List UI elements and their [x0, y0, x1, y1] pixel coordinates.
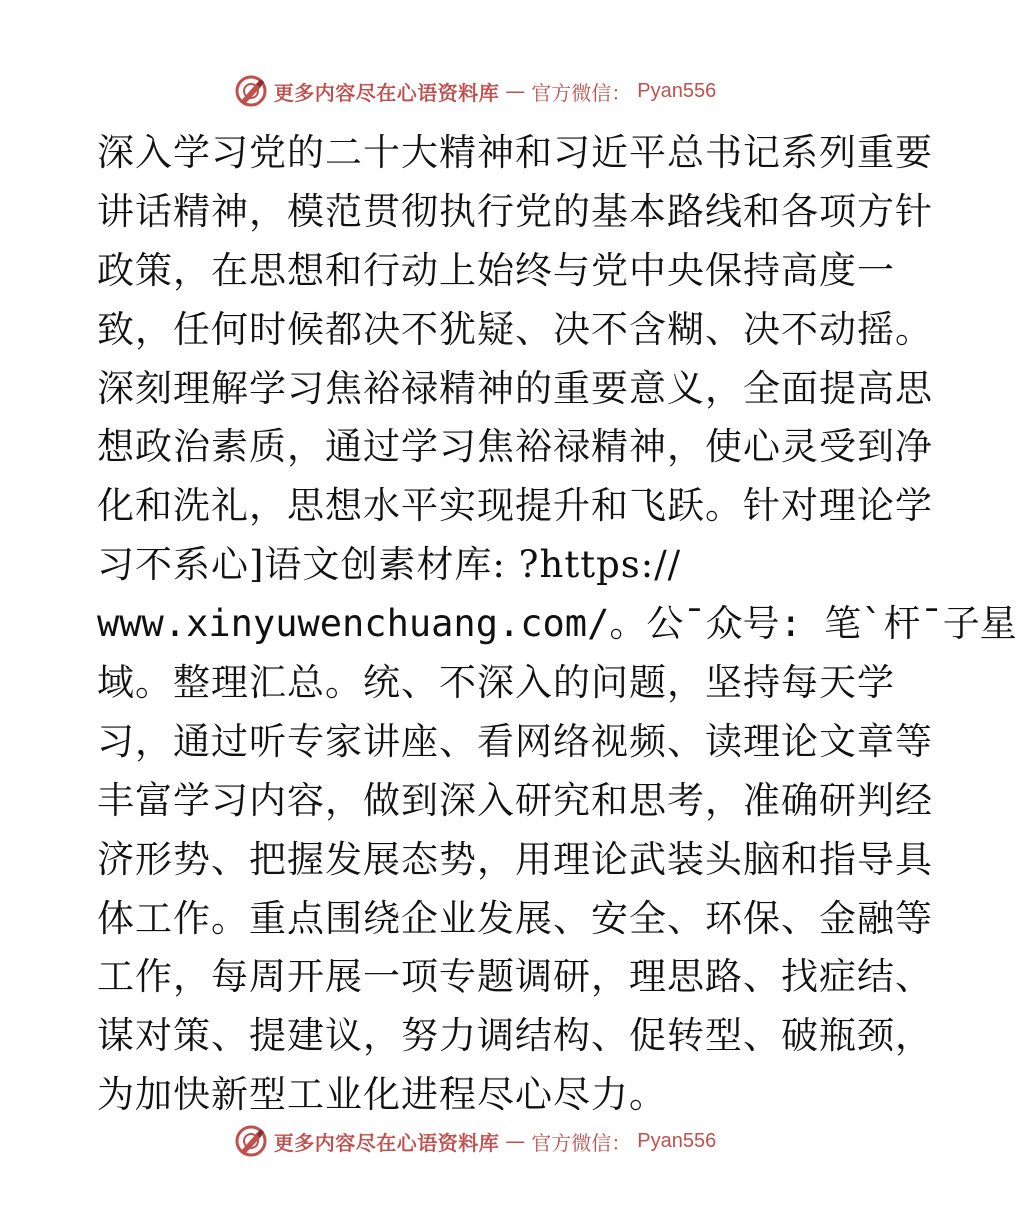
body-line: 习不系心]语文创素材库: ?https://	[97, 543, 682, 587]
body-line: 深入学习党的二十大精神和习近平总书记系列重要	[97, 131, 933, 174]
pen-logo-icon	[234, 1124, 268, 1158]
header-dash: —	[505, 79, 526, 103]
body-line: 济形势、把握发展态势，用理论武装头脑和指导具	[97, 837, 933, 881]
body-line: 谋对策、提建议，努力调结构、促转型、破瓶颈，	[97, 1014, 933, 1058]
footer-dash: —	[505, 1129, 526, 1153]
body-line: 为加快新型工业化进程尽心尽力。	[97, 1073, 667, 1117]
header-banner[interactable]	[0, 73, 950, 109]
body-line: 致，任何时候都决不犹疑、决不含糊、决不动摇。	[97, 307, 933, 351]
body-line: 体工作。重点围绕企业发展、安全、环保、金融等	[97, 896, 933, 940]
body-line: 想政治素质，通过学习焦裕禄精神，使心灵受到净	[97, 425, 933, 469]
body-text	[97, 124, 1017, 1125]
footer-wechat-id: Pyan556	[637, 1129, 717, 1152]
header-wechat-id: Pyan556	[637, 79, 717, 102]
header-official-label: 官方微信：	[531, 80, 632, 105]
body-line: 深刻理解学习焦裕禄精神的重要意义，全面提高思	[97, 366, 933, 410]
body-line-url: www.xinyuwenchuang.com/。公¯众号: 笔`杆¯子星	[97, 602, 1017, 646]
body-line: 域。整理汇总。统、不深入的问题，坚持每天学	[97, 661, 895, 705]
body-line: 工作，每周开展一项专题调研，理思路、找症结、	[97, 955, 933, 999]
footer-official-label: 官方微信：	[531, 1130, 632, 1155]
body-line: 丰富学习内容，做到深入研究和思考，准确研判经	[97, 778, 933, 822]
footer-banner[interactable]	[0, 1123, 950, 1159]
footer-promo-text: 更多内容尽在心语资料库	[273, 1130, 500, 1155]
header-promo-text: 更多内容尽在心语资料库	[273, 80, 500, 105]
body-line: 化和洗礼，思想水平实现提升和飞跃。针对理论学	[97, 484, 933, 528]
body-line: 政策，在思想和行动上始终与党中央保持高度一	[97, 248, 895, 292]
pen-logo-icon	[234, 74, 268, 108]
body-line: 习，通过听专家讲座、看网络视频、读理论文章等	[97, 719, 933, 763]
body-line: 讲话精神，模范贯彻执行党的基本路线和各项方针	[97, 189, 933, 233]
